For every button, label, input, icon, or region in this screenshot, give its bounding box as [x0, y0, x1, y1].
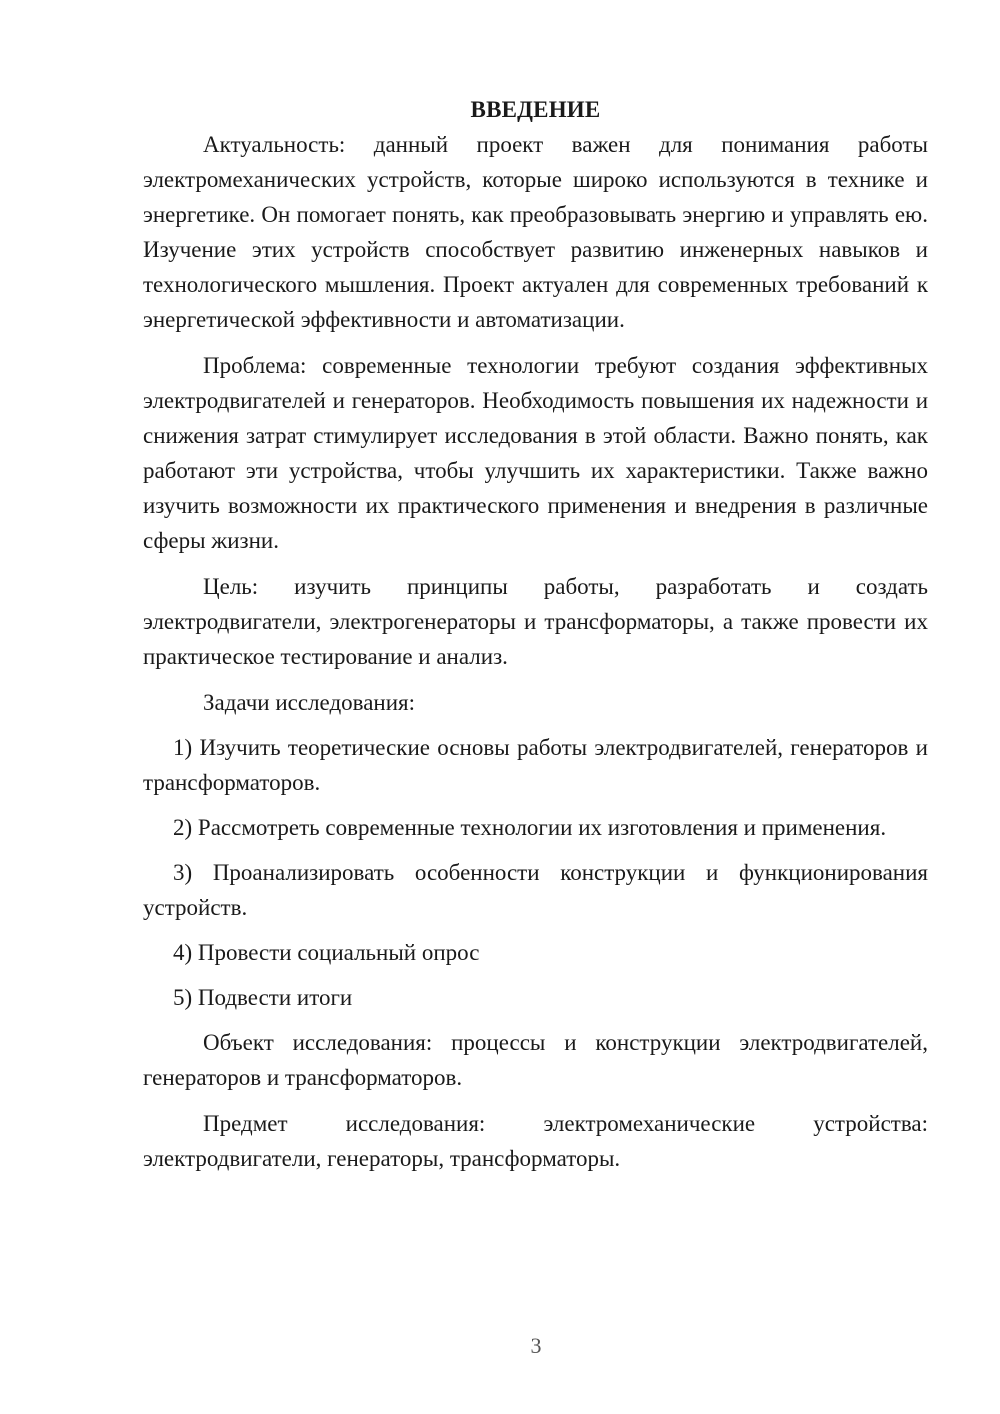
- document-page: [143, 92, 928, 1187]
- page-title: ВВЕДЕНИЕ: [470, 97, 601, 122]
- problem-paragraph: Проблема: современные технологии требуют создания эффективных электродвигателей и генераторов. Необходимость повышения их надежности и снижения затрат стимулирует исследования в этой области. Важно понять, как работают эти устройства, чтобы улучшить их характеристики. Также важно изучить возможности их практического применения и внедрения в различные сферы жизни.: [143, 353, 928, 553]
- tasks-heading: Задачи исследования:: [203, 690, 416, 715]
- goal-paragraph: Цель: изучить принципы работы, разработать и создать электродвигатели, электрогенераторы и трансформаторы, а также провести их практическое тестирование и анализ.: [143, 574, 928, 669]
- task-item-5: 5) Подвести итоги: [173, 985, 353, 1010]
- subject-paragraph: Предмет исследования: электромеханические устройства: электродвигатели, генераторы, трансформаторы.: [143, 1111, 928, 1171]
- task-list: [143, 730, 928, 1015]
- object-paragraph: Объект исследования: процессы и конструкции электродвигателей, генераторов и трансформаторов.: [143, 1030, 928, 1090]
- page-number: 3: [530, 1333, 542, 1358]
- task-item-4: 4) Провести социальный опрос: [173, 940, 480, 965]
- task-item-3: 3) Проанализировать особенности конструкции и функционирования устройств.: [143, 860, 928, 920]
- task-item-2: 2) Рассмотреть современные технологии их изготовления и применения.: [173, 815, 887, 840]
- task-item-1: 1) Изучить теоретические основы работы электродвигателей, генераторов и трансформаторов.: [143, 735, 928, 795]
- relevance-paragraph: Актуальность: данный проект важен для понимания работы электромеханических устройств, которые широко используются в технике и энергетике. Он помогает понять, как преобразовывать энергию и управлять ею. Изучение этих устройств способствует развитию инженерных навыков и технологического мышления. Проект актуален для современных требований к энергетической эффективности и автоматизации.: [143, 132, 928, 332]
